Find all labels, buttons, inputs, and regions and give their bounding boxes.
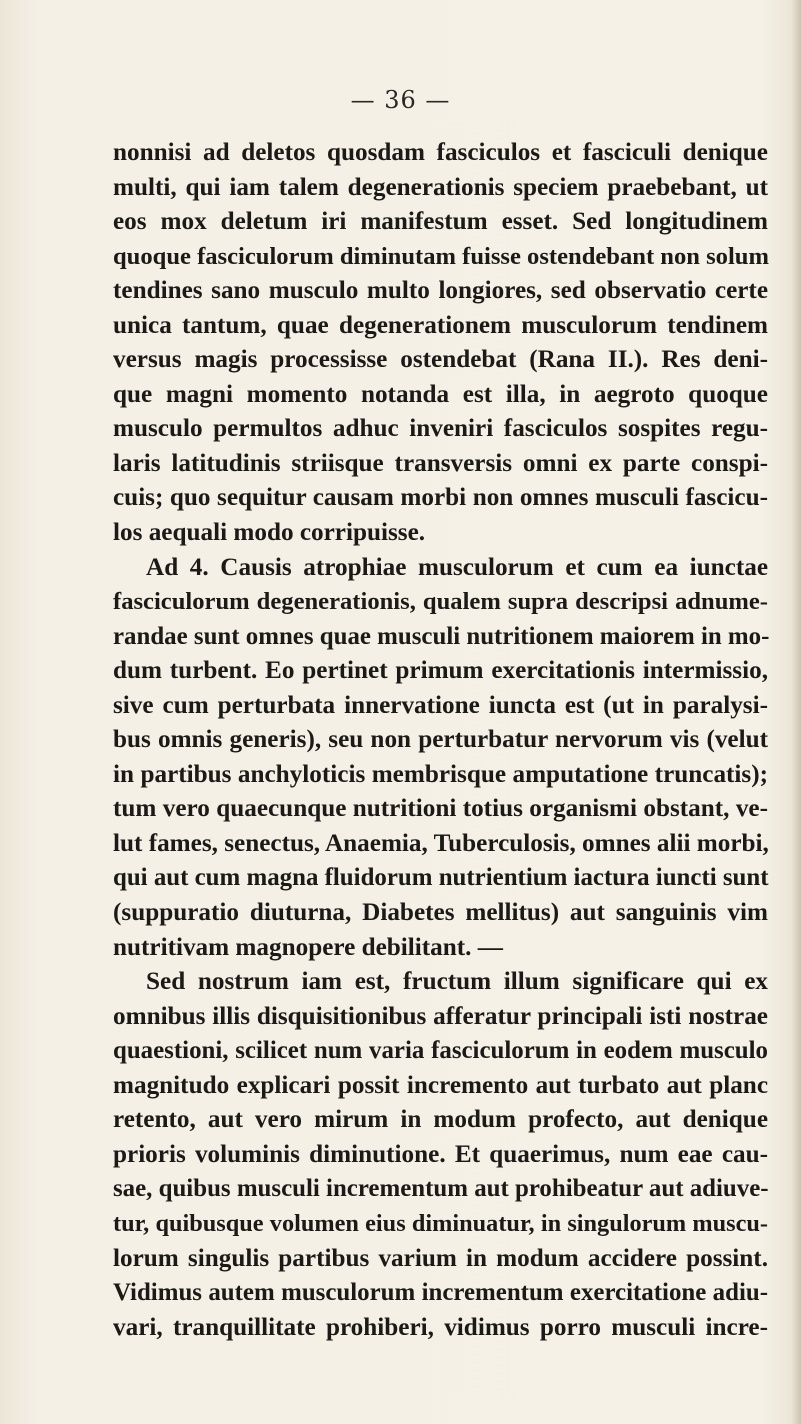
- text-line: prioris voluminis diminutione. Et quaerimus, num eae cau-: [113, 1140, 768, 1168]
- text-line: magnitudo explicari possit incremento aut turbato aut planc: [113, 1071, 768, 1099]
- text-line: Ad 4. Causis atrophiae musculorum et cum ea iunctae: [146, 553, 768, 581]
- text-line: tum vero quaecunque nutritioni totius organismi obstant, ve-: [113, 795, 768, 823]
- text-line: versus magis processisse ostendebat (Rana II.). Res deni-: [113, 346, 768, 374]
- text-line: nutritivam magnopere debilitant. —: [113, 933, 503, 961]
- text-line: eos mox deletum iri manifestum esset. Sed longitudinem: [113, 208, 768, 236]
- text-line: dum turbent. Eo pertinet primum exercitationis intermissio,: [113, 657, 768, 685]
- text-line: cuis; quo sequitur causam morbi non omnes musculi fascicu-: [113, 484, 768, 512]
- text-line: vari, tranquillitate prohiberi, vidimus porro musculi incre-: [113, 1313, 768, 1341]
- text-line: tur, quibusque volumen eius diminuatur, in singulorum muscu-: [113, 1209, 768, 1237]
- body-text: [113, 136, 768, 1345]
- text-line: bus omnis generis), seu non perturbatur nervorum vis (velut: [113, 726, 768, 754]
- text-line: musculo permultos adhuc inveniri fasciculos sospites regu-: [113, 415, 768, 443]
- text-line: multi, qui iam talem degenerationis speciem praebebant, ut: [113, 173, 768, 201]
- text-line: Vidimus autem musculorum incrementum exercitatione adiu-: [113, 1279, 768, 1307]
- text-line: que magni momento notanda est illa, in aegroto quoque: [113, 380, 768, 408]
- page-number: — 36 —: [350, 86, 451, 114]
- text-line: Sed nostrum iam est, fructum illum significare qui ex: [146, 968, 768, 996]
- text-line: laris latitudinis striisque transversis omni ex parte conspi-: [113, 449, 768, 477]
- text-line: lut fames, senectus, Anaemia, Tuberculosis, omnes alii morbi,: [113, 829, 769, 857]
- text-line: sive cum perturbata innervatione iuncta est (ut in paralysi-: [113, 691, 768, 719]
- text-line: tendines sano musculo multo longiores, sed observatio certe: [113, 277, 768, 305]
- text-line: qui aut cum magna fluidorum nutrientium iactura iuncti sunt: [113, 864, 769, 892]
- text-line: los aequali modo corripuisse.: [113, 519, 426, 547]
- text-line: in partibus anchyloticis membrisque amputatione truncatis);: [113, 760, 768, 788]
- page-edge-shadow: [791, 0, 801, 1424]
- text-line: lorum singulis partibus varium in modum accidere possint.: [113, 1244, 768, 1272]
- text-line: retento, aut vero mirum in modum profecto, aut denique: [113, 1106, 768, 1134]
- text-line: nonnisi ad deletos quosdam fasciculos et fasciculi denique: [113, 139, 768, 166]
- text-line: randae sunt omnes quae musculi nutritionem maiorem in mo-: [113, 622, 770, 650]
- text-line: unica tantum, quae degenerationem musculorum tendinem: [113, 311, 768, 339]
- text-line: fasciculorum degenerationis, qualem supra descripsi adnume-: [113, 588, 768, 616]
- text-line: (suppuratio diuturna, Diabetes mellitus) aut sanguinis vim: [113, 899, 768, 927]
- text-line: sae, quibus musculi incrementum aut prohibeatur aut adiuve-: [113, 1175, 769, 1203]
- text-line: omnibus illis disquisitionibus afferatur principali isti nostrae: [113, 1002, 768, 1030]
- text-line: quaestioni, scilicet num varia fasciculorum in eodem musculo: [113, 1037, 768, 1065]
- text-line: quoque fasciculorum diminutam fuisse ostendebant non solum: [113, 242, 769, 270]
